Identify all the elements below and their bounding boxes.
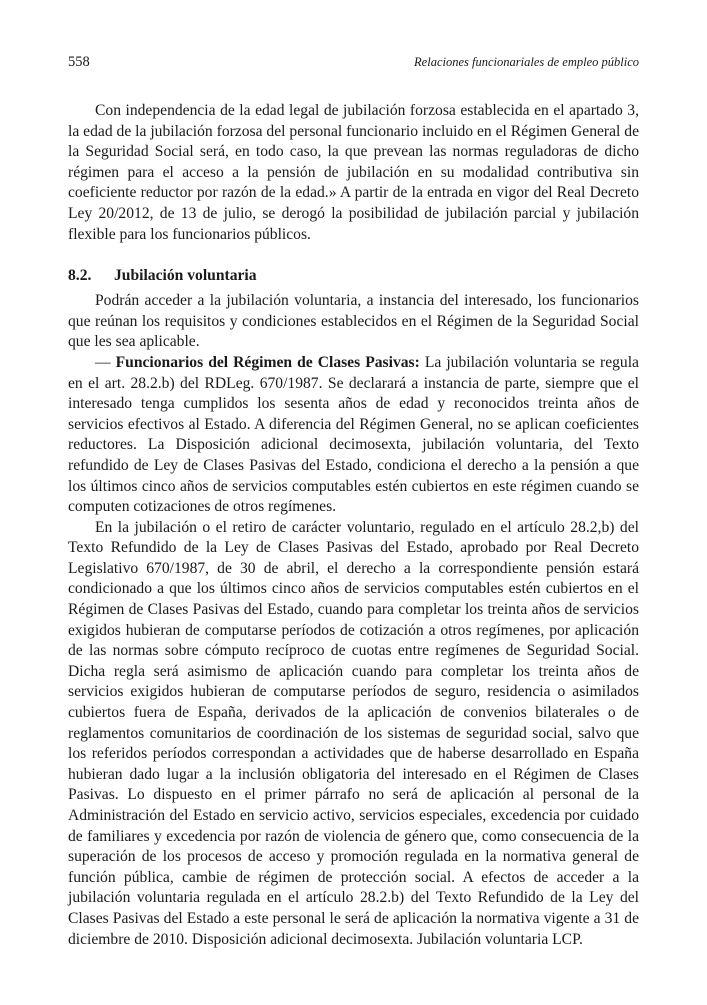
paragraph-forced-retirement: Con independencia de la edad legal de jubilación forzosa establecida en el apartado 3, la edad de la jubilación forzosa del personal funcionario incluido en el Régimen General de la Seguridad Social será, en todo caso, la que prevean las normas reguladoras de dicho régimen para el acceso a la pensión de jubilación en su modalidad contributiva sin coeficiente reductor por razón de la edad.» A partir de la entrada en vigor del Real Decreto Ley 20/2012, de 13 de julio, se derogó la posibilidad de jubilación parcial y jubilación flexible para los funcionarios públicos. (68, 102, 639, 243)
dash-prefix: — (95, 353, 116, 371)
page-number: 558 (68, 54, 90, 70)
page-body (68, 101, 639, 950)
paragraph-voluntary-intro: Podrán acceder a la jubilación voluntaria, a instancia del interesado, los funcionarios que reúnan los requisitos y condiciones establecidos en el Régimen de la Seguridad Social que les sea aplicable. (68, 292, 639, 351)
page-header (68, 54, 639, 72)
paragraph-clases-pasivas (68, 353, 639, 518)
section-title: Jubilación voluntaria (114, 267, 257, 285)
bold-lead-phrase: Funcionarios del Régimen de Clases Pasivas: (115, 353, 420, 371)
section-heading (68, 266, 639, 286)
paragraph-clases-pasivas-text: La jubilación voluntaria se regula en el art. 28.2.b) del RDLeg. 670/1987. Se declarará a instancia de parte, siempre que el interesado tenga cumplidos los sesenta años de edad y reconocidos treinta años de servicios efectivos al Estado. A diferencia del Régimen General, no se aplican coeficientes reductores. La Disposición adicional decimosexta, jubilación voluntaria, del Texto refundido de Ley de Clases Pasivas del Estado, condiciona el derecho a la pensión a que los últimos cinco años de servicios computables estén cubiertos en este régimen cuando se computen cotizaciones de otros regímenes. (68, 353, 639, 516)
section-number: 8.2. (68, 267, 92, 285)
paragraph-voluntary-retirement-detail: En la jubilación o el retiro de carácter voluntario, regulado en el artículo 28.2,b) del Texto Refundido de la Ley de Clases Pasivas del Estado, aprobado por Real Decreto Legislativo 670/1987, de 30 de abril, el derecho a la correspondiente pensión estará condicionado a que los últimos cinco años de servicios computables estén cubiertos en el Régimen de Clases Pasivas del Estado, cuando para completar los treinta años de servicios exigidos hubieran de computarse períodos de cotización a otros regímenes, por aplicación de las normas sobre cómputo recíproco de cuotas entre regímenes de Seguridad Social. Dicha regla será asimismo de aplicación cuando para completar los treinta años de servicios exigidos hubieran de computarse períodos de seguro, residencia o asimilados cubiertos fuera de España, derivados de la aplicación de convenios bilaterales o de reglamentos comunitarios de coordinación de los sistemas de seguridad social, salvo que los referidos períodos correspondan a actividades que de haberse desarrollado en España hubieran dado lugar a la inclusión obligatoria del interesado en el Régimen de Clases Pasivas. Lo dispuesto en el primer párrafo no será de aplicación al personal de la Administración del Estado en servicio activo, servicios especiales, excedencia por cuidado de familiares y excedencia por razón de violencia de género que, como consecuencia de la superación de los procesos de acceso y promoción regulada en la normativa general de función pública, cambie de régimen de protección social. A efectos de acceder a la jubilación voluntaria regulada en el artículo 28.2.b) del Texto Refundido de la Ley del Clases Pasivas del Estado a este personal le será de aplicación la normativa vigente a 31 de diciembre de 2010. Disposición adicional decimosexta. Jubilación voluntaria LCP. (68, 518, 639, 948)
running-title: Relaciones funcionariales de empleo público (414, 55, 639, 69)
